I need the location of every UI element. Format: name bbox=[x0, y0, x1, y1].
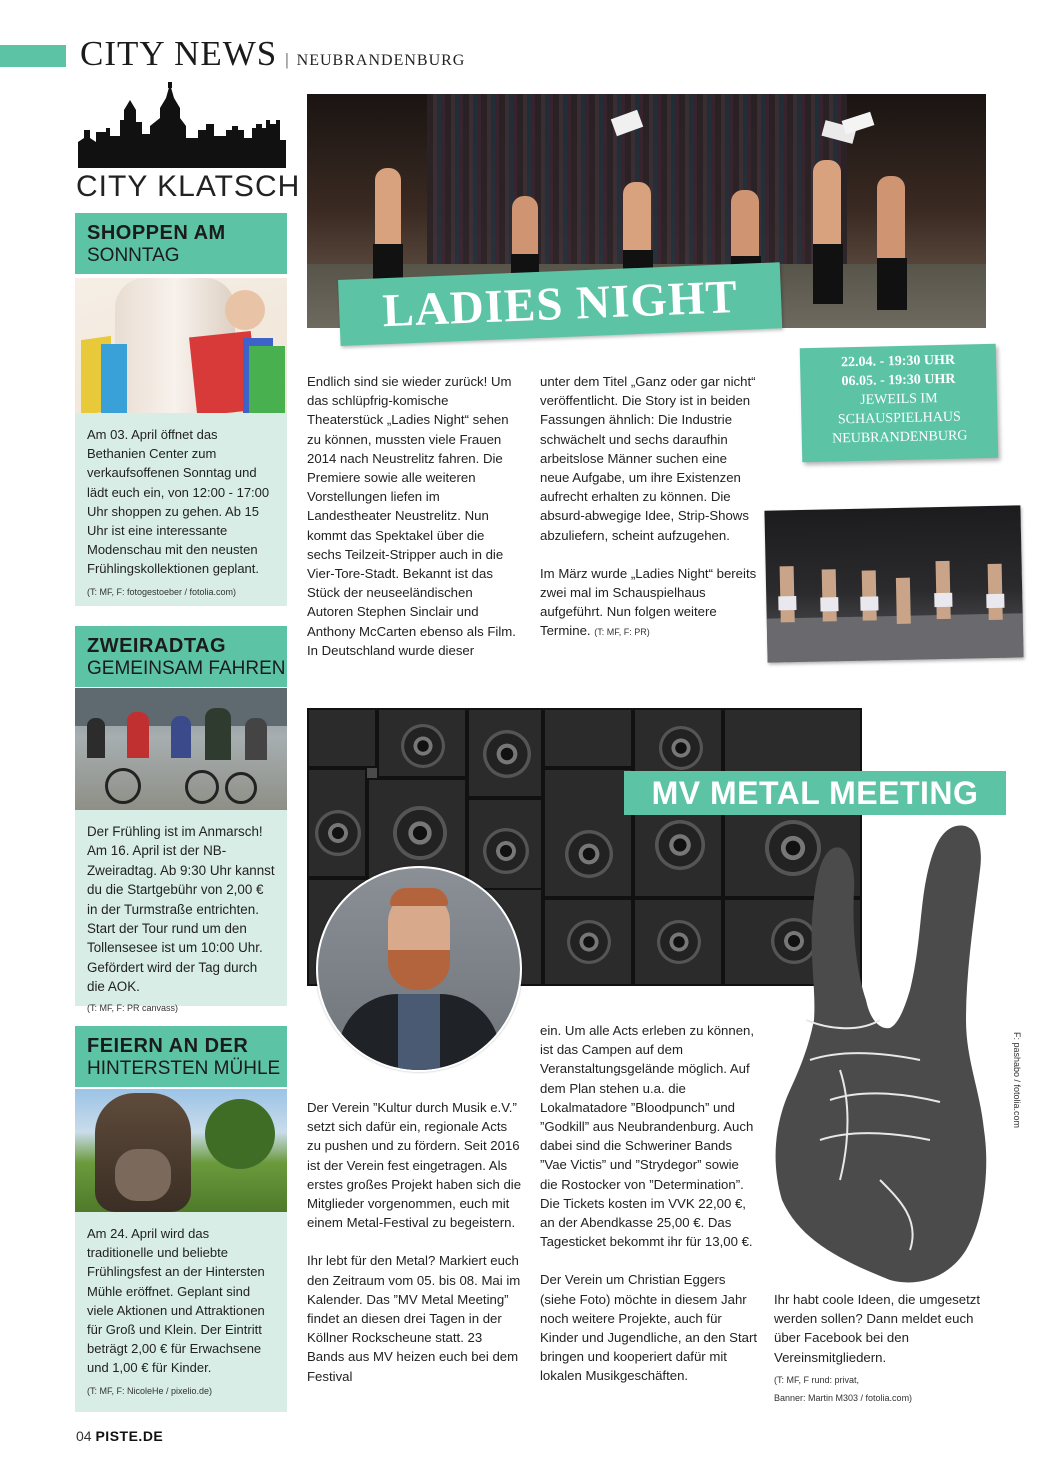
sidebar-brand: CITY KLATSCH bbox=[76, 170, 301, 203]
metal-text-col1 bbox=[307, 1098, 523, 1386]
metal-text-col3 bbox=[774, 1290, 984, 1407]
metal-meeting-title: MV METAL MEETING bbox=[651, 775, 979, 811]
metal-meeting-banner bbox=[624, 771, 1006, 815]
sidebar-item-title: ZWEIRADTAG bbox=[87, 635, 227, 657]
sidebar-item-header bbox=[75, 1026, 287, 1087]
photo-credit: (T: MF, F: NicoleHe / pixelio.de) bbox=[87, 1385, 213, 1396]
side-photo-credit: F: pashabo / fotolia.com bbox=[1012, 1032, 1022, 1129]
event-dates-box bbox=[800, 344, 999, 462]
page-footer bbox=[76, 1428, 163, 1444]
sidebar-item-text: Am 03. April öffnet das Bethanien Center zum verkaufsoffenen Sonntag und lädt euch ein, von 12:00 - 17:00 Uhr shoppen zu gehen. Ab 15 Uhr ist eine interessante Modenschau mit den neusten Frühlingskollektionen geplant. bbox=[87, 427, 270, 577]
ladies-night-paragraph: unter dem Titel „Ganz oder gar nicht“ veröffentlicht. Die Story ist in beiden Fassungen ähnlich: Die Industrie schwächelt und sechs daraufhin arbeitslose Männer suchen eine neue Aufgabe, um ihre Existenzen aufrecht erhalten zu können. Die absurd-abwegige Idee, Strip-Shows abzuliefern, scheint aufzugehen. bbox=[540, 374, 756, 543]
ladies-night-paragraph: Im März wurde „Ladies Night“ bereits zwei mal im Schauspielhaus aufgeführt. Nun folgen weitere Termine. (T: MF, F: PR) bbox=[540, 565, 757, 639]
sidebar-item-header bbox=[75, 626, 287, 687]
header-divider: | bbox=[285, 50, 289, 69]
event-venue-1: JEWEILS IM bbox=[860, 391, 938, 408]
sidebar-item-text: Am 24. April wird das traditionelle und beliebte Frühlingsfest an der Hintersten Mühle eröffnet. Geplant sind viele Aktionen und Attraktionen für Groß und Klein. Der Eintritt beträgt 2,00 € für Erwachsene und 1,00 € für Kinder. bbox=[87, 1226, 265, 1376]
metal-paragraph: Der Verein um Christian Eggers (siehe Foto) möchte in diesem Jahr noch weitere Projekte, auch für Kinder und Jugendliche, an den Start bringen und kooperiert dafür mit lokalen Musikgeschäften. bbox=[540, 1272, 758, 1384]
metal-paragraph: ein. Um alle Acts erleben zu können, ist das Campen auf dem Veranstaltungsgelände möglich. Auf dem Plan stehen u.a. die Lokalmatadore ”Bloodpunch” und ”Godkill” aus Neubrandenburg. Auch dabei sind die Schweriner Bands ”Vae Victis” und ”Strydegor” sowie die Rostocker von ”Determination”. Die Tickets kosten im VVK 22,00 €, an der Abendkasse 25,00 €. Das Tagesticket bekommt ihr für 13,00 €. bbox=[540, 1023, 755, 1250]
sidebar-item-body bbox=[75, 413, 287, 606]
metal-paragraph: Ihr habt coole Ideen, die umgesetzt werden sollen? Dann meldet euch über Facebook bei den Vereinsmitgliedern. bbox=[774, 1292, 981, 1365]
header-city: NEUBRANDENBURG bbox=[296, 52, 466, 69]
sidebar-item-subtitle: GEMEINSAM FAHREN bbox=[87, 658, 286, 679]
page-header bbox=[80, 34, 465, 74]
sidebar-item-text: Der Frühling ist im Anmarsch! Am 16. April ist der NB-Zweiradtag. Ab 9:30 Uhr kannst du die Startgebühr von 2,00 € in der Turmstraße entrichten. Start der Tour rund um den Tollensesee ist um 10:00 Uhr. Gefördert wird der Tag durch die AOK. bbox=[87, 824, 275, 995]
event-date-2: 06.05. - 19:30 UHR bbox=[841, 371, 956, 390]
page-number: 04 bbox=[76, 1428, 92, 1444]
shopping-photo bbox=[75, 278, 287, 413]
cyclists-photo bbox=[75, 688, 287, 810]
ladies-night-text-col1: Endlich sind sie wieder zurück! Um das schlüpfrig-komische Theaterstück „Ladies Night“ sehen zu können, mussten viele Frauen 2014 nach Neustrelitz fahren. Die Premiere sowie alle weiteren Vorstellungen liefen im Landestheater Neustrelitz. Nun kommt das Spektakel über die sechs Teilzeit-Stripper auch in die Vier-Tore-Stadt. Bekannt ist das Stück der neuseeländischen Autoren Stephen Sinclair und Anthony McCarten ebenso als Film. In Deutschland wurde dieser bbox=[307, 374, 516, 658]
sidebar-item-title: SHOPPEN AM bbox=[87, 222, 226, 244]
event-date-1: 22.04. - 19:30 UHR bbox=[840, 352, 956, 371]
photo-credit: (T: MF, F rund: privat, bbox=[774, 1374, 860, 1385]
photo-credit: (T: MF, F: PR) bbox=[594, 627, 650, 638]
event-venue-2: SCHAUSPIELHAUS bbox=[837, 409, 961, 428]
section-title: CITY NEWS bbox=[80, 34, 278, 73]
sidebar-item-subtitle: HINTERSTEN MÜHLE bbox=[87, 1058, 281, 1079]
ladies-night-title: LADIES NIGHT bbox=[381, 270, 739, 338]
sidebar-item-title: FEIERN AN DER bbox=[87, 1035, 249, 1057]
horse-photo bbox=[75, 1089, 287, 1212]
metal-text-col2 bbox=[540, 1021, 758, 1386]
ladies-night-text-col2 bbox=[540, 372, 758, 643]
ladies-night-second-photo bbox=[764, 505, 1023, 662]
header-accent-bar bbox=[0, 45, 66, 67]
photo-credit: (T: MF, F: PR canvass) bbox=[87, 1002, 179, 1013]
metal-paragraph: Ihr lebt für den Metal? Markiert euch den Zeitraum vom 05. bis 08. Mai im Kalender. Das ”MV Metal Meeting” findet an diesen drei Tagen in der Köllner Rockscheune statt. 23 Bands aus MV heizen euch bei dem Festival bbox=[307, 1253, 521, 1384]
event-venue-3: NEUBRANDENBURG bbox=[831, 428, 968, 447]
sidebar-item-body bbox=[75, 1212, 287, 1412]
portrait-photo-round bbox=[316, 866, 522, 1072]
city-skyline-logo bbox=[76, 80, 288, 168]
photo-credit: (T: MF, F: fotogestoeber / fotolia.com) bbox=[87, 586, 237, 597]
photo-credit: Banner: Martin M303 / fotolia.com) bbox=[774, 1392, 913, 1403]
metal-paragraph: Der Verein ”Kultur durch Musik e.V.” setzt sich dafür ein, regionale Acts zu pushen und zu fördern. Seit 2016 ist der Verein fest eingetragen. Als erstes großes Projekt haben sich die Mitglieder vorgenommen, euch mit einem Metal-Festival zu begeistern. bbox=[307, 1100, 522, 1231]
sidebar-item-body bbox=[75, 810, 287, 1013]
sidebar-item-header bbox=[75, 213, 287, 274]
rock-hand-illustration bbox=[770, 820, 1010, 1290]
footer-brand: PISTE.DE bbox=[95, 1428, 164, 1444]
sidebar-item-subtitle: SONNTAG bbox=[87, 245, 180, 266]
